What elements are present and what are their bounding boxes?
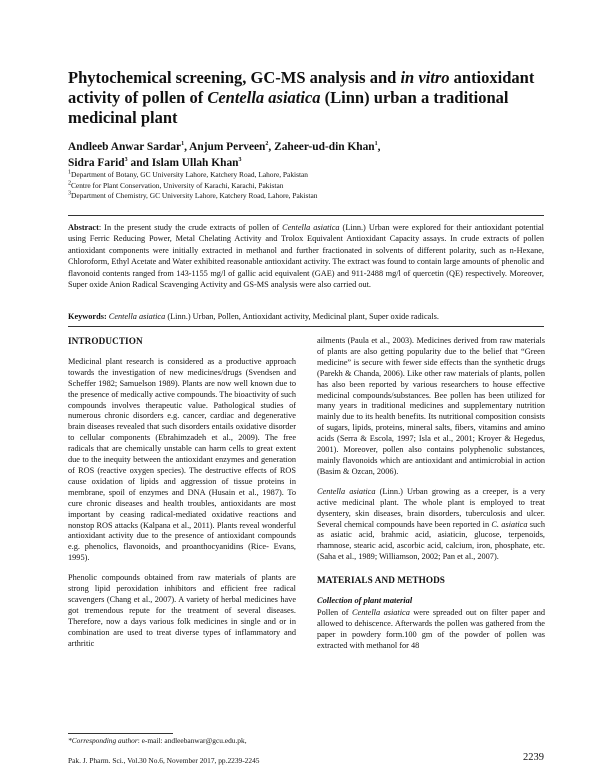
paragraph: Phenolic compounds obtained from raw materials of plants are strong lipid peroxidation inhibitors and efficient free radical scavengers (Chang et al., 2007). A variety of herbal medicines have got tremendous repute for the treatment of several diseases. Therefore, now a days various folk medicines in single and or in combination are used to treat diverse types of inflammatory and arthritic [68, 573, 296, 648]
title-italic: in vitro [400, 68, 450, 87]
journal-citation: Pak. J. Pharm. Sci., Vol.30 No.6, November 2017, pp.2239-2245 [68, 756, 260, 765]
affiliation: $^2$Centre for Plant Conservation, University of Karachi, Karachi, Pakistan [68, 180, 284, 190]
left-column [68, 336, 296, 658]
divider [68, 215, 544, 216]
affiliation: $^3$Department of Chemistry, GC University Lahore, Katchery Road, Lahore, Pakistan [68, 190, 318, 201]
divider [68, 326, 544, 327]
title-text: antioxidant activity of pollen of [68, 68, 535, 107]
author-affil-mark: 2 [265, 141, 269, 148]
section-heading-methods: MATERIALS AND METHODS [317, 575, 446, 586]
author-name: Islam Ullah Khan [151, 157, 239, 169]
author-affil-mark: 3 [124, 157, 128, 164]
paragraph: Centella asiatica (Linn.) Urban growing as a creeper, is a very active medicinal plant. The whole plant is employed to treat dysentery, skin diseases, brain disorders, tuberculosis and ulcer. Several chemical compounds have been reported in C. asiatica such as asiatic acid, brahmic acid, asiaticin, glucose, terpenoids, rhamnose, stearic acid, ascorbic acid, calcium, iron, phosphate, etc. (Saha et al., 1989; Williamson, 2002; Pan et al., 2007). [317, 486, 545, 562]
author-affil-mark: 1 [374, 141, 378, 148]
author-list: Andleeb Anwar Sardar$^1$, Anjum Perveen$^2$, Zaheer-ud-din Khan$^1$, Sidra Farid$^3$ and Islam Ullah Khan$^3$ [68, 141, 381, 169]
right-column [317, 336, 545, 661]
author-name: Sidra Farid [68, 157, 125, 169]
section-heading-introduction: INTRODUCTION [68, 336, 143, 346]
author-affil-mark: 3 [238, 157, 242, 164]
title-text: Phytochemical screening, GC-MS analysis and [68, 68, 401, 87]
footnote: *Corresponding author: e-mail: andleebanwar@gcu.edu.pk, [68, 736, 247, 745]
title-text: (Linn) urban a traditional medicinal plant [68, 88, 509, 127]
page-number: 2239 [523, 752, 544, 763]
paragraph: ailments (Paula et al., 2003). Medicines derived from raw materials of plants are also getting popularity due to the belief that “Green medicine” is secure with fewer side effects than the synthetic drugs (Parekh & Chanda, 2006). Like other raw materials of plants, pollen has also been reported by various researchers to house effective medicinal compounds/substances. Bee pollen has been utilized for many years in traditional medicines and supplementary nutrition mainly due to its health benefits. Its nutritional composition consists of sugars, lipids, proteins, mineral salts, fibers, vitamins and amino acids (Serra & Escola, 1997; Isla et al., 2001; Kroyer & Hegedus, 2001). Moreover, pollen also contains polyphenolic substances, mainly flavonoids which are antioxidant and antimicrobial in action (Basim & Ozcan, 2006). [317, 336, 545, 476]
author-affil-mark: 1 [181, 141, 185, 148]
footnote-divider [68, 733, 173, 734]
abstract-label: Abstract [68, 223, 99, 232]
subsection-heading: Collection of plant material [317, 596, 413, 606]
keywords: Keywords: Centella asiatica (Linn.) Urban, Pollen, Antioxidant activity, Medicinal plant, Super oxide radicals. [68, 312, 439, 321]
author-name: Andleeb Anwar Sardar [68, 141, 182, 153]
keywords-label: Keywords [68, 312, 104, 321]
paragraph: Medicinal plant research is considered as a productive approach towards the investigation of new medicines/drugs (Svendsen and Scheffer 1982; Samuelson 1989). Plants are now well known due to the presence of medically active compounds. The bioactivity of such compounds involves therapeutic value. Pathological studies of numerous chronic disorders e.g. cancer, cardiac and degenerative brain diseases revealed that such disorders entails oxidative disorder to cellular components (Ebrahimzadeh et al., 2009). The free radicals that are chemically unstable can harm cells to great extent due to the inequity between the antioxidant enzymes and generation of ROS (reactive oxygen species). The destructive effects of ROS cause oxidation of lipids and aggression of tissue proteins in membrane, spoil of enzymes and DNA (Husain et al., 1987). To cure chronic diseases and health troubles, antioxidants are most important by ceasing radical-mediated oxidative reactions and nonstop ROS attacks (Kalpana et al., 2011). Plants reveal wonderful antioxidant activity due to the presence of antioxidant compounds e.g. phenolics, flavonoids, and proanthocyanidins (Rice- Evans, 1995). [68, 356, 296, 563]
author-conjunction: and [130, 157, 149, 169]
paragraph: Pollen of Centella asiatica were spreaded out on filter paper and allowed to dehiscence. Afterwards the pollen was gathered from the paper in powdery form.100 gm of the powder of pollen was extracted with methanol for 48 [317, 607, 545, 650]
author-name: Zaheer-ud-din Khan [274, 141, 375, 153]
affiliation: $^1$Department of Botany, GC University Lahore, Katchery Road, Lahore, Pakistan [68, 169, 308, 179]
paper-title [68, 68, 538, 128]
title-italic: Centella asiatica [207, 88, 321, 107]
abstract: Abstract: In the present study the crude extracts of pollen of Centella asiatica (Linn.) Urban were explored for their antioxidant potential using Ferric Reducing Power, Metal Chelating Activity and Trolox Equivalent Antioxidant Capacity assays. In crude extracts of pollen antioxidant components were initially extracted in methanol and further fractionated in solvents of different polarity, such as n-Hexane, Chloroform, Ethyl Acetate and Water exhibited reasonable antioxidant activity. The extract was found to contain large amounts of phenolic and flavonoid contents ranged from 143-1155 mg/l of gallic acid equivalent (GAE) and 911-2488 mg/l of quercetin (QE) respectively. Moreover, Super oxide Anion Radical Scavenging Activity and GS-MS analysis were also carried out. [68, 223, 544, 290]
author-name: Anjum Perveen [189, 141, 266, 153]
affiliations [68, 170, 538, 202]
